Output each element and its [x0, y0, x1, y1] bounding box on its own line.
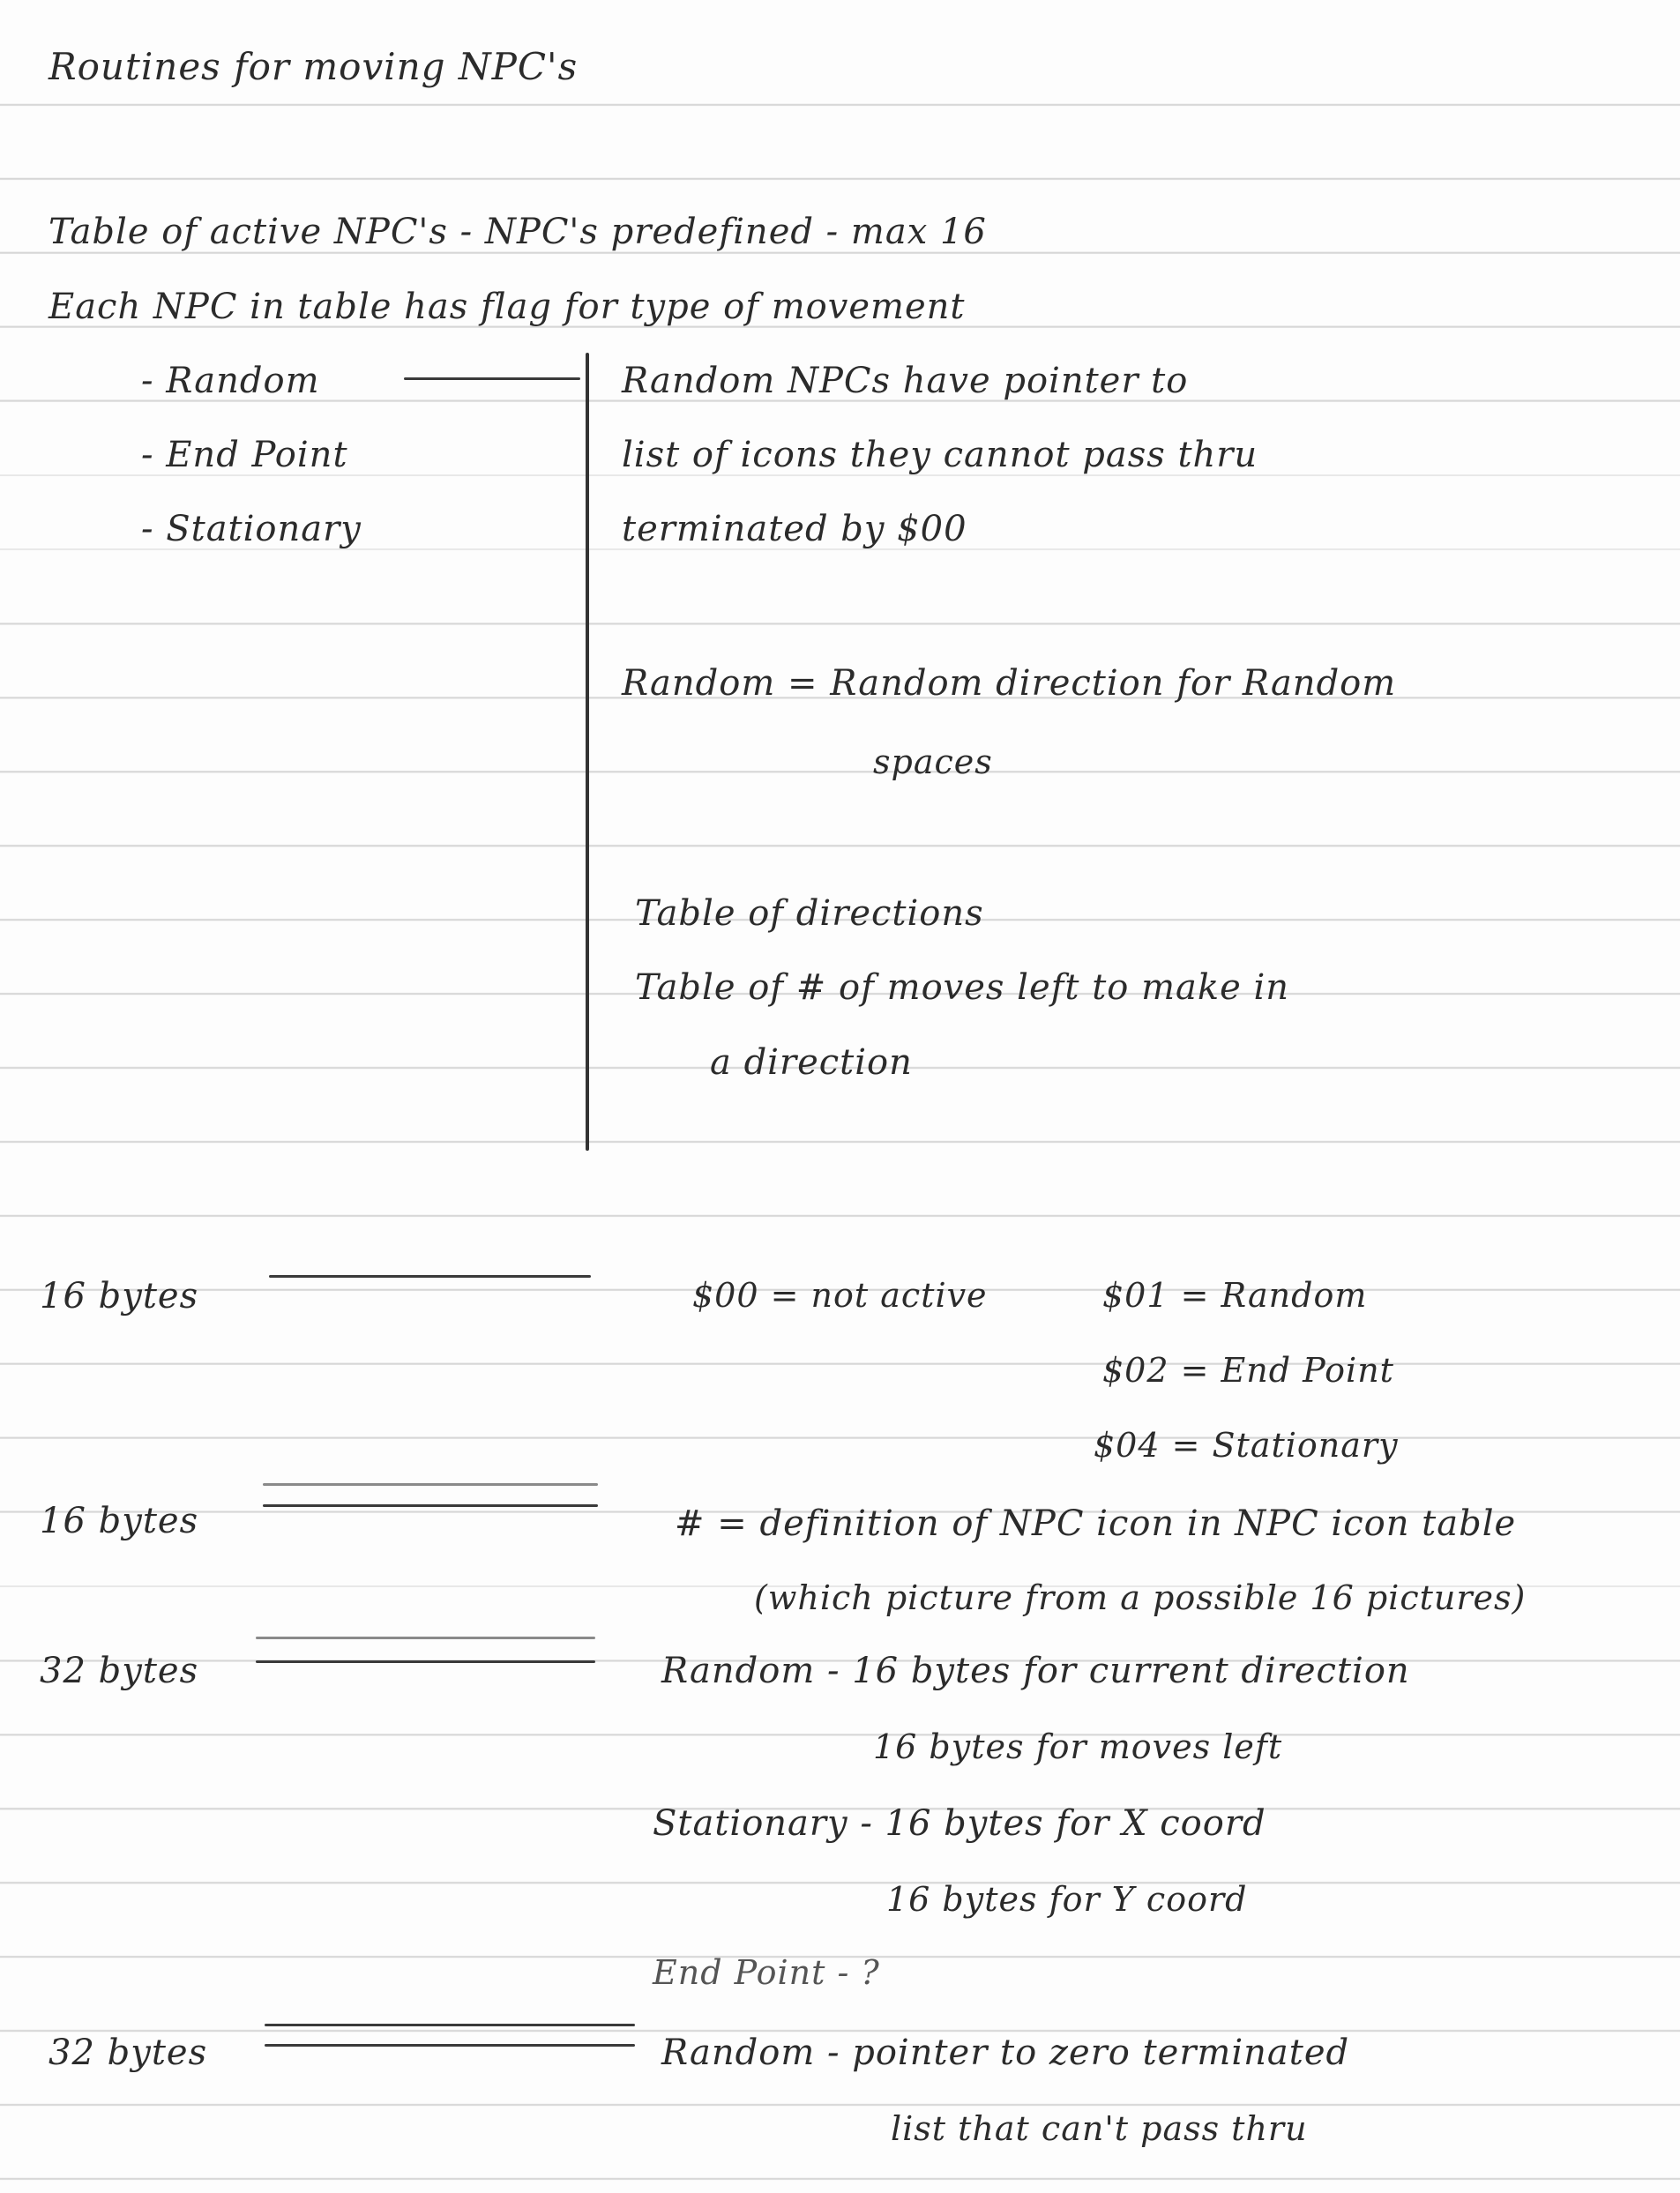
memory-label-4: 32 bytes: [49, 2033, 208, 2073]
movement-type-random: - Random: [141, 361, 320, 401]
memory-rule-3a: [256, 1637, 595, 1639]
memory-rule-3b: [256, 1660, 595, 1663]
memory-rule-1: [269, 1275, 591, 1278]
divider-line: [586, 353, 589, 1151]
random-definition-line-1: Random = Random direction for Random: [622, 663, 1397, 704]
random-bytes-line-2: 16 bytes for moves left: [873, 1727, 1283, 1766]
stationary-bytes-line-2: 16 bytes for Y coord: [886, 1880, 1248, 1919]
end-point-bytes-line: End Point - ?: [653, 1953, 880, 1992]
memory-rule-4a: [265, 2024, 635, 2026]
random-pointer-line-3: terminated by $00: [622, 509, 967, 549]
random-bytes-line-1: Random - 16 bytes for current direction: [661, 1651, 1410, 1691]
memory-rule-2b: [263, 1504, 598, 1507]
random-definition-line-2: spaces: [873, 742, 993, 781]
random-pointer-bytes-line-2: list that can't pass thru: [891, 2109, 1308, 2148]
random-pointer-line-2: list of icons they cannot pass thru: [622, 435, 1258, 475]
flag-value-04: $04 = Stationary: [1094, 1426, 1399, 1465]
memory-label-2: 16 bytes: [40, 1501, 199, 1541]
movement-type-stationary: - Stationary: [141, 509, 362, 549]
random-pointer-line-1: Random NPCs have pointer to: [622, 361, 1189, 401]
tables-line-3: a direction: [710, 1042, 913, 1083]
memory-rule-2a: [263, 1483, 598, 1486]
flag-value-00: $00 = not active: [692, 1276, 988, 1315]
tables-line-1: Table of directions: [635, 893, 984, 934]
flag-value-01: $01 = Random: [1102, 1276, 1368, 1315]
icon-definition-line-2: (which picture from a possible 16 pictures): [754, 1578, 1527, 1617]
tables-line-2: Table of # of moves left to make in: [635, 967, 1290, 1008]
memory-label-3: 32 bytes: [40, 1651, 199, 1691]
icon-definition-line-1: # = definition of NPC icon in NPC icon table: [675, 1503, 1517, 1544]
flag-value-02: $02 = End Point: [1102, 1351, 1394, 1390]
memory-rule-4b: [265, 2044, 635, 2047]
memory-label-1: 16 bytes: [40, 1276, 199, 1317]
intro-line-2: Each NPC in table has flag for type of movement: [49, 287, 966, 327]
intro-line-1: Table of active NPC's - NPC's predefined - max 16: [49, 212, 987, 252]
movement-type-end-point: - End Point: [141, 435, 348, 475]
connector-line: [404, 377, 580, 380]
stationary-bytes-line-1: Stationary - 16 bytes for X coord: [653, 1803, 1266, 1844]
random-pointer-bytes-line-1: Random - pointer to zero terminated: [661, 2033, 1350, 2073]
page-title: Routines for moving NPC's: [49, 45, 579, 88]
